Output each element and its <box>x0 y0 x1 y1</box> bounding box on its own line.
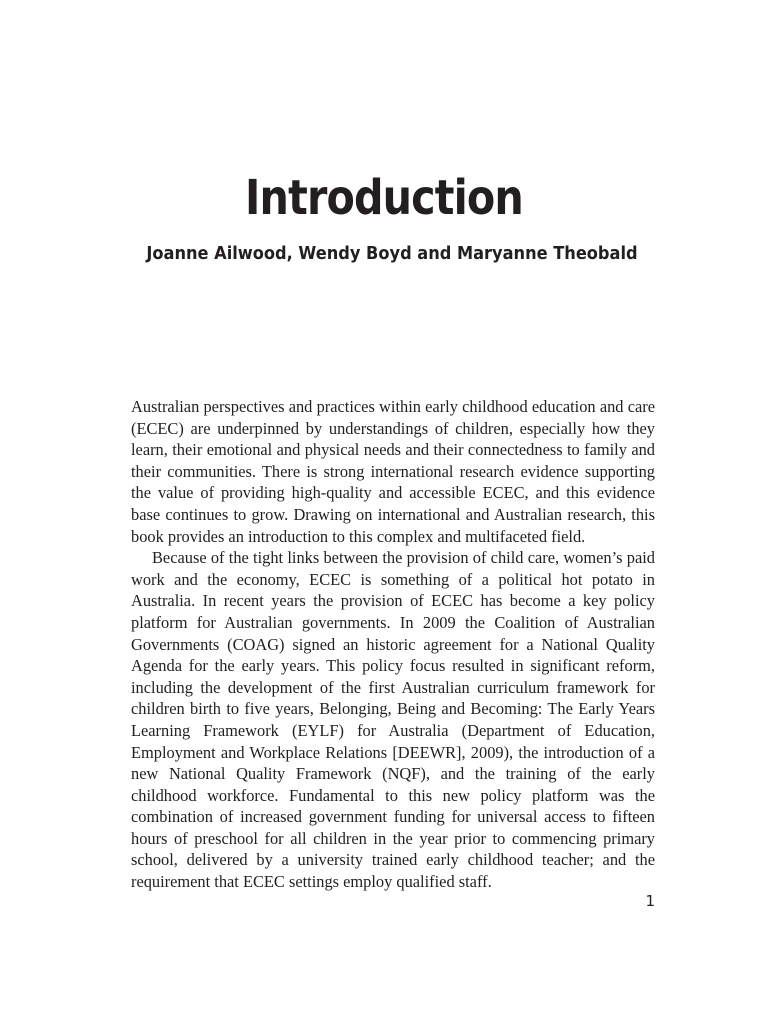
chapter-title: Introduction <box>245 170 523 226</box>
body-paragraph-2: Because of the tight links between the provision of child care, women’s paid work and the economy, ECEC is something of a political hot potato in Australia. In recent years the provision of ECEC has become a key policy platform for Australian governments. In 2009 the Coalition of Australian Governments (COAG) signed an historic agreement for a National Quality Agenda for the early years. This policy focus resulted in significant reform, including the development of the first Australian curriculum framework for children birth to five years, Belonging, Being and Becoming: The Early Years Learning Framework (EYLF) for Australia (Department of Education, Employment and Workplace Relations [DEEWR], 2009), the introduction of a new National Quality Framework (NQF), and the training of the early childhood workforce. Fundamental to this new policy platform was the combination of increased government funding for universal access to fifteen hours of preschool for all children in the year prior to commencing primary school, delivered by a university trained early childhood teacher; and the requirement that ECEC settings employ qualified staff. <box>131 548 655 892</box>
chapter-authors: Joanne Ailwood, Wendy Boyd and Maryanne Theobald <box>146 243 638 264</box>
body-paragraph-1: Australian perspectives and practices within early childhood education and care (ECEC) are underpinned by understandings of children, especially how they learn, their emotional and physical needs and their connectedness to family and their communities. There is strong international research evidence supporting the value of providing high-quality and accessible ECEC, and this evidence base continues to grow. Drawing on international and Australian research, this book provides an introduction to this complex and multifaceted field. <box>131 397 655 546</box>
body-text <box>131 396 655 893</box>
page-number: 1 <box>645 892 655 910</box>
